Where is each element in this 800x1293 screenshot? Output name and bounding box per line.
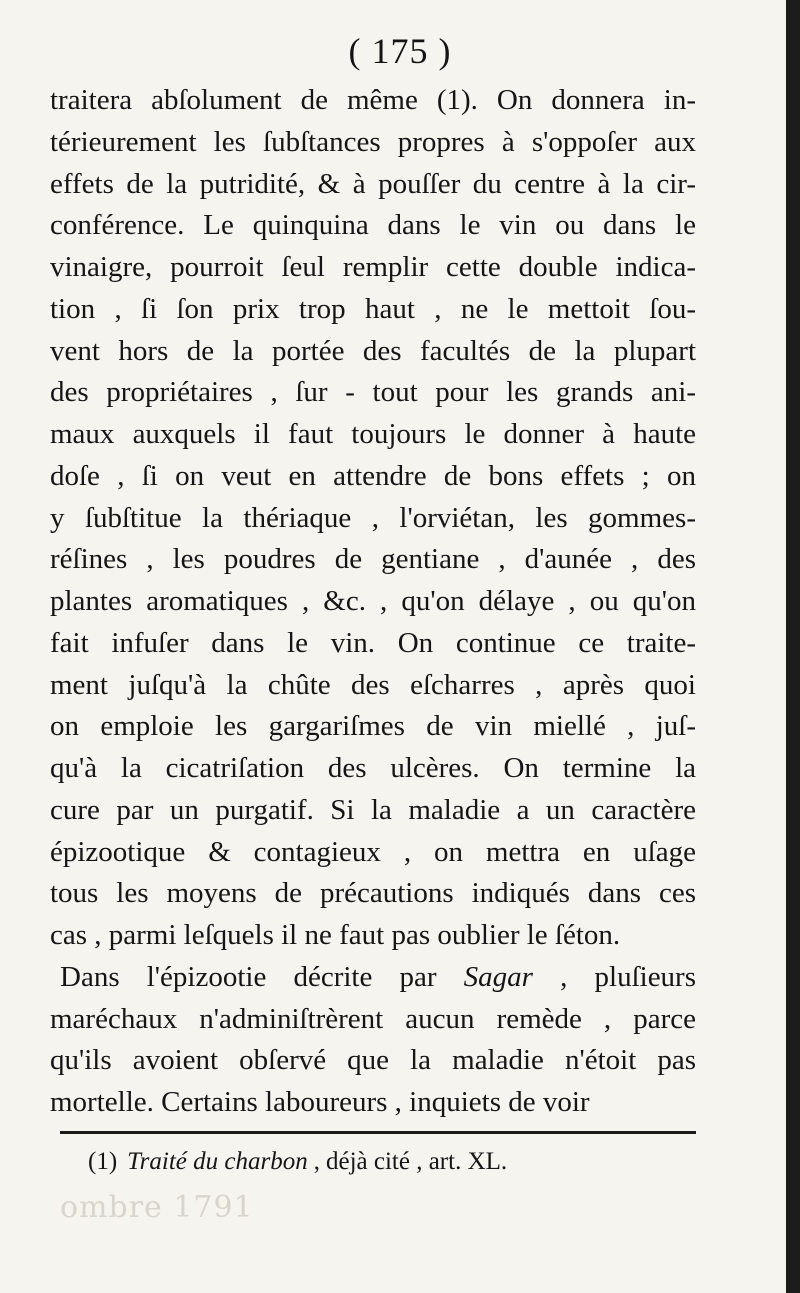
text-line-7: vent hors de la portée des facultés de la plupart: [50, 334, 696, 367]
footnote-marker: (1): [88, 1148, 118, 1175]
footnote: [88, 1148, 507, 1176]
text-line-18: cure par un purgatif. Si la maladie a un caractère: [50, 793, 696, 826]
text-line-19: épizootique & contagieux , on mettra en uſage: [50, 835, 696, 868]
text-line-9: maux auxquels il faut toujours le donner à haute: [50, 418, 696, 450]
footnote-separator: ,: [313, 1148, 320, 1175]
text-line-3: effets de la putridité, & à pouſſer du centre à la cir-: [50, 167, 696, 200]
paragraph-opening-tail: , pluſieurs: [560, 960, 696, 993]
bleed-through-text: ombre 1791: [60, 1190, 254, 1225]
text-line-24: qu'ils avoient obſervé que la maladie n'étoit pas: [50, 1044, 696, 1077]
page-edge-shadow: [786, 0, 800, 1293]
author-name: Sagar: [463, 960, 533, 993]
text-line-1: traitera abſolument de même (1). On donnera in-: [50, 84, 696, 116]
body-text: [50, 80, 696, 1124]
text-line-23: maréchaux n'adminiſtrèrent aucun remède , parce: [50, 1002, 696, 1035]
text-line-8: des propriétaires , ſur - tout pour les grands ani-: [50, 376, 696, 409]
text-line-11: y ſubſtitue la thériaque , l'orviétan, les gommes-: [50, 501, 696, 534]
text-line-22: [50, 957, 696, 999]
footnote-title: Traité du charbon: [127, 1148, 308, 1175]
text-line-14: fait infuſer dans le vin. On continue ce traite-: [50, 626, 696, 659]
page-number: ( 175 ): [348, 31, 452, 71]
text-line-25: mortelle. Certains laboureurs , inquiets de voir: [50, 1086, 590, 1118]
text-line-15: ment juſqu'à la chûte des eſcharres , après quoi: [50, 668, 696, 701]
text-line-12: réſines , les poudres de gentiane , d'aunée , des: [50, 543, 696, 576]
footnote-rule: [60, 1131, 696, 1134]
paragraph-opening: Dans l'épizootie décrite par: [60, 960, 437, 993]
footnote-rest: déjà cité , art. XL.: [325, 1148, 508, 1175]
text-line-4: conférence. Le quinquina dans le vin ou dans le: [50, 209, 696, 242]
text-line-21: cas , parmi leſquels il ne faut pas oublier le ſéton.: [50, 919, 621, 951]
text-line-5: vinaigre, pourroit ſeul remplir cette double indica-: [50, 251, 696, 283]
text-line-17: qu'à la cicatriſation des ulcères. On termine la: [50, 752, 696, 784]
text-line-13: plantes aromatiques , &c. , qu'on délaye , ou qu'on: [50, 585, 696, 617]
text-line-16: on emploie les gargariſmes de vin miellé , juſ-: [50, 710, 696, 743]
text-line-2: térieurement les ſubſtances propres à s'oppoſer aux: [50, 125, 696, 158]
text-line-6: tion , ſi ſon prix trop haut , ne le mettoit ſou-: [50, 292, 696, 325]
text-line-10: doſe , ſi on veut en attendre de bons effets ; on: [50, 459, 696, 492]
text-line-20: tous les moyens de précautions indiqués dans ces: [50, 877, 696, 910]
